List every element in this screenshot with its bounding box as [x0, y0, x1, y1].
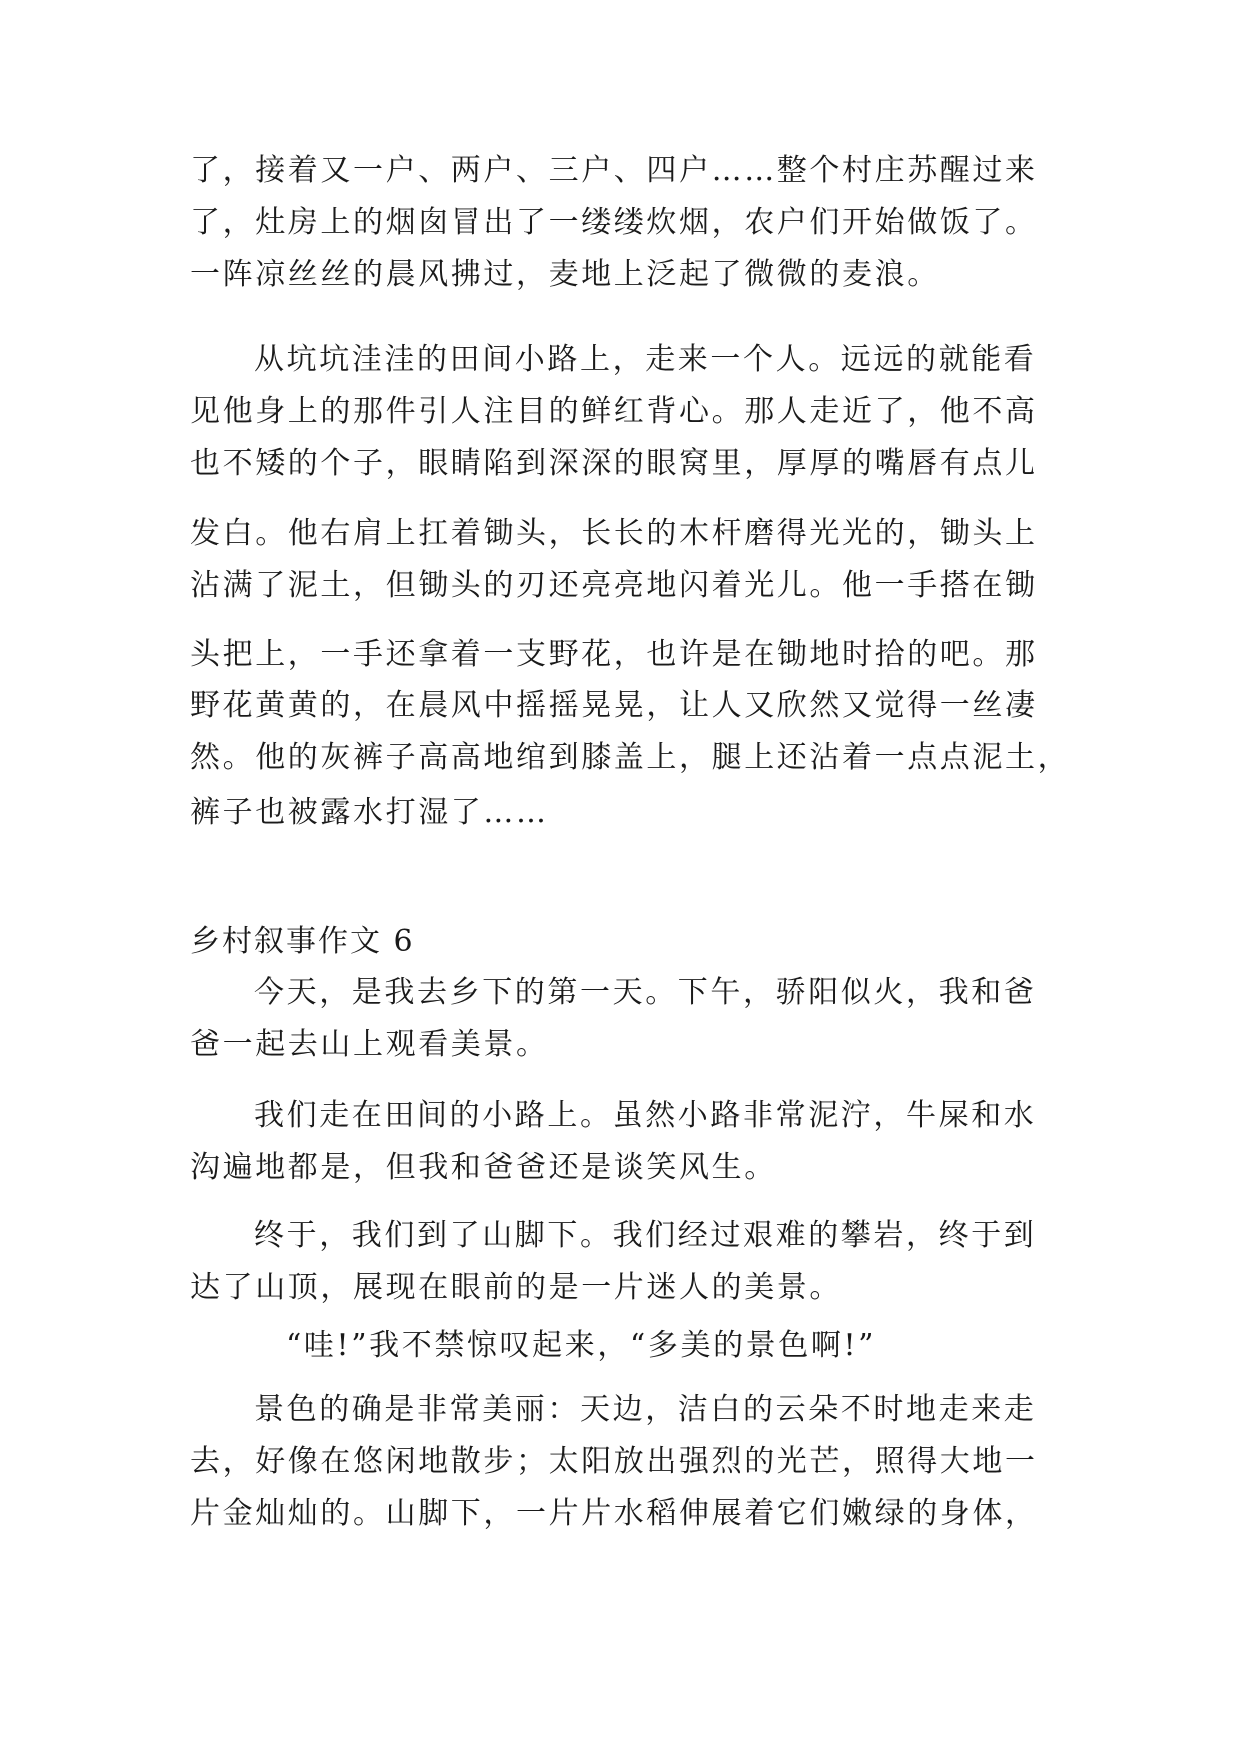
paragraph-line: 去，好像在悠闲地散步；太阳放出强烈的光芒，照得大地一 [190, 1444, 1038, 1479]
paragraph-line: 我们走在田间的小路上。虽然小路非常泥泞，牛屎和水 [254, 1098, 1037, 1133]
paragraph-line: 裤子也被露水打湿了…… [190, 795, 549, 830]
paragraph-line: 沾满了泥土，但锄头的刃还亮亮地闪着光儿。他一手搭在锄 [190, 568, 1038, 603]
paragraph-line: 沟遍地都是，但我和爸爸还是谈笑风生。 [190, 1150, 777, 1185]
paragraph-line: 达了山顶，展现在眼前的是一片迷人的美景。 [190, 1270, 842, 1305]
paragraph-line: 片金灿灿的。山脚下，一片片水稻伸展着它们嫩绿的身体， [190, 1496, 1038, 1531]
paragraph-line: 从坑坑洼洼的田间小路上，走来一个人。远远的就能看 [254, 342, 1037, 377]
paragraph-line: 一阵凉丝丝的晨风拂过，麦地上泛起了微微的麦浪。 [190, 257, 940, 292]
paragraph-line: 见他身上的那件引人注目的鲜红背心。那人走近了，他不高 [190, 394, 1038, 429]
paragraph-line: 然。他的灰裤子高高地绾到膝盖上，腿上还沾着一点点泥土， [190, 740, 1071, 775]
paragraph-line: 发白。他右肩上扛着锄头，长长的木杆磨得光光的，锄头上 [190, 516, 1038, 551]
paragraph-line: 了，灶房上的烟囱冒出了一缕缕炊烟，农户们开始做饭了。 [190, 205, 1038, 240]
paragraph-line: 今天，是我去乡下的第一天。下午，骄阳似火，我和爸 [254, 975, 1037, 1010]
paragraph-line: 也不矮的个子，眼睛陷到深深的眼窝里，厚厚的嘴唇有点儿 [190, 446, 1038, 481]
paragraph-line: 爸一起去山上观看美景。 [190, 1027, 549, 1062]
section-title: 乡村叙事作文 6 [190, 924, 415, 959]
paragraph-line: 头把上，一手还拿着一支野花，也许是在锄地时拾的吧。那 [190, 637, 1038, 672]
paragraph-line: 了，接着又一户、两户、三户、四户……整个村庄苏醒过来 [190, 153, 1038, 188]
paragraph-line: “哇!”我不禁惊叹起来，“多美的景色啊!” [286, 1328, 877, 1363]
paragraph-line: 景色的确是非常美丽：天边，洁白的云朵不时地走来走 [254, 1392, 1037, 1427]
paragraph-line: 野花黄黄的，在晨风中摇摇晃晃，让人又欣然又觉得一丝凄 [190, 688, 1038, 723]
paragraph-line: 终于，我们到了山脚下。我们经过艰难的攀岩，终于到 [254, 1218, 1037, 1253]
